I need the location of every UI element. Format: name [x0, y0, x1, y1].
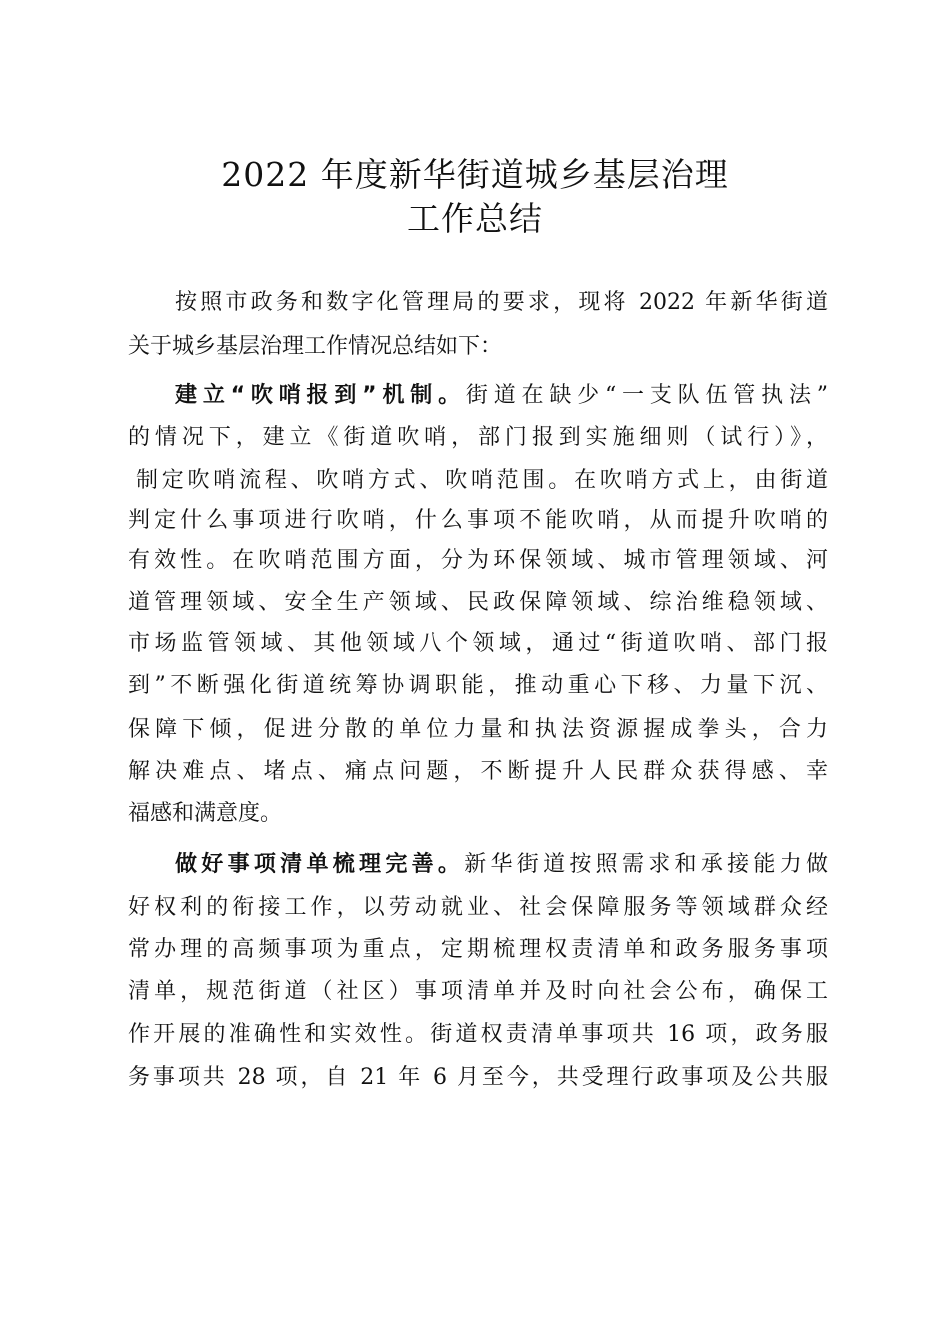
section2-line-2: 好权利的衔接工作，以劳动就业、社会保障服务等领域群众经: [128, 895, 828, 920]
section2-line-6: 务事项共 28 项，自 21 年 6 月至今，共受理行政事项及公共服: [128, 1065, 828, 1090]
section1-line-3: 制定吹哨流程、吹哨方式、吹哨范围。在吹哨方式上，由街道: [136, 468, 828, 493]
document-title-line-2: 工作总结: [407, 199, 543, 238]
document-title-line-1: 2022 年度新华街道城乡基层治理: [221, 155, 729, 194]
section2-line-3: 常办理的高频事项为重点，定期梳理权责清单和政务服务事项: [128, 937, 828, 962]
section2-line-1: [128, 850, 828, 880]
section1-line-5: 有效性。在吹哨范围方面，分为环保领域、城市管理领域、河: [128, 548, 828, 573]
section1-heading: 建立“吹哨报到”机制。: [175, 383, 466, 408]
section1-line-1: [128, 381, 828, 411]
section1-line-8: 到”不断强化街道统筹协调职能，推动重心下移、力量下沉、: [128, 673, 828, 698]
section1-line-7: 市场监管领域、其他领域八个领域，通过“街道吹哨、部门报: [128, 631, 828, 656]
section1-line-10: 解决难点、堵点、痛点问题，不断提升人民群众获得感、幸: [128, 759, 828, 784]
section2-line-1-text: 新华街道按照需求和承接能力做: [464, 852, 828, 877]
section1-line-6: 道管理领域、安全生产领域、民政保障领域、综治维稳领域、: [128, 590, 828, 615]
section1-line-9: 保障下倾，促进分散的单位力量和执法资源握成拳头，合力: [128, 717, 828, 742]
section2-line-4: 清单，规范街道（社区）事项清单并及时向社会公布，确保工: [128, 979, 828, 1004]
section1-line-2: 的情况下，建立《街道吹哨，部门报到实施细则（试行）》，: [128, 425, 828, 450]
section1-line-11: 福感和满意度。: [128, 801, 283, 826]
section2-line-5: 作开展的准确性和实效性。街道权责清单事项共 16 项，政务服: [128, 1022, 828, 1047]
section1-line-4: 判定什么事项进行吹哨，什么事项不能吹哨，从而提升吹哨的: [128, 508, 828, 533]
section1-line-1-text: 街道在缺少“一支队伍管执法”: [465, 383, 829, 408]
intro-line-2: 关于城乡基层治理工作情况总结如下：: [128, 334, 503, 359]
section2-heading: 做好事项清单梳理完善。: [175, 852, 465, 877]
intro-line-1: 按照市政务和数字化管理局的要求，现将 2022 年新华街道: [175, 290, 828, 315]
